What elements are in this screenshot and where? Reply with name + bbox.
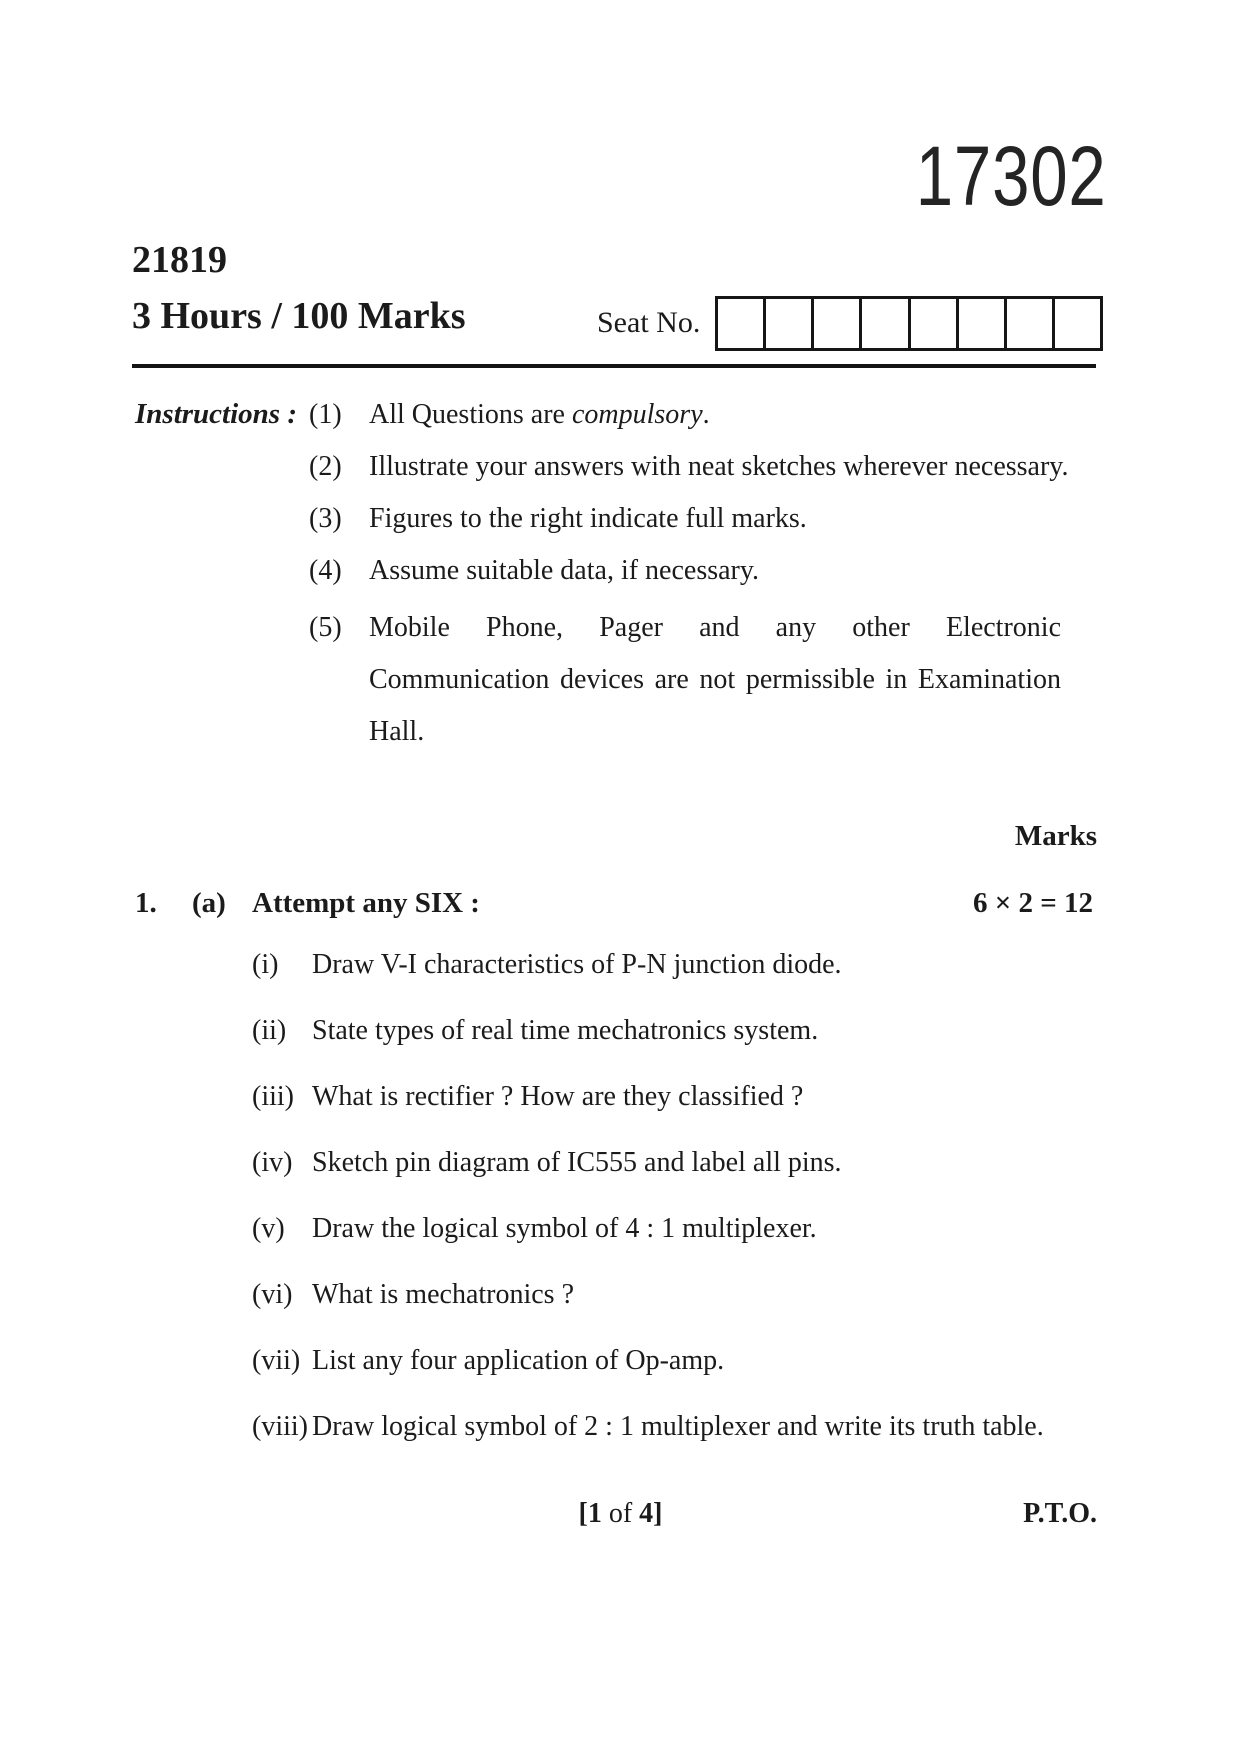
sub-question-text: State types of real time mechatronics system. bbox=[312, 1015, 819, 1046]
exam-code: 21819 bbox=[132, 239, 227, 281]
instruction-item bbox=[309, 602, 1109, 758]
sub-question bbox=[252, 1014, 1122, 1048]
seat-no-cell bbox=[811, 299, 859, 348]
question-title: Attempt any SIX : bbox=[252, 887, 480, 919]
seat-no-cell bbox=[908, 299, 956, 348]
sub-question-text: What is rectifier ? How are they classified ? bbox=[312, 1081, 804, 1112]
sub-question-text: Sketch pin diagram of IC555 and label all pins. bbox=[312, 1147, 842, 1178]
sub-question-number: (iii) bbox=[252, 1081, 294, 1112]
sub-question-number: (viii) bbox=[252, 1411, 308, 1442]
seat-no-cell bbox=[1052, 299, 1100, 348]
instruction-text: Figures to the right indicate full marks. bbox=[369, 503, 807, 534]
sub-question-text: What is mechatronics ? bbox=[312, 1279, 575, 1310]
sub-question-number: (i) bbox=[252, 949, 279, 980]
sub-question-number: (v) bbox=[252, 1213, 285, 1244]
seat-no-cell bbox=[763, 299, 811, 348]
instruction-text: Illustrate your answers with neat sketches wherever necessary. bbox=[369, 451, 1069, 482]
page-number: [1 of 4] bbox=[578, 1498, 663, 1529]
instruction-item bbox=[309, 502, 1109, 536]
instruction-text: Assume suitable data, if necessary. bbox=[369, 555, 760, 586]
seat-no-cell bbox=[718, 299, 763, 348]
sub-question-text: Draw logical symbol of 2 : 1 multiplexer and write its truth table. bbox=[312, 1411, 1044, 1442]
instruction-number: (2) bbox=[309, 451, 342, 482]
instructions-label: Instructions : bbox=[135, 398, 297, 430]
instruction-text: All Questions are compulsory. bbox=[369, 399, 710, 430]
instruction-text: Mobile Phone, Pager and any other Electronic Communication devices are not permissible in Examination Hall. bbox=[369, 612, 1061, 747]
sub-question bbox=[252, 1410, 1122, 1444]
instruction-number: (1) bbox=[309, 399, 342, 430]
question-heading bbox=[0, 886, 1241, 926]
sub-question-text: List any four application of Op-amp. bbox=[312, 1345, 725, 1376]
sub-question-number: (iv) bbox=[252, 1147, 293, 1178]
sub-question-number: (ii) bbox=[252, 1015, 287, 1046]
emphasized-word: compulsory bbox=[571, 399, 703, 430]
instruction-number: (4) bbox=[309, 555, 342, 586]
sub-question bbox=[252, 1146, 1122, 1180]
sub-question-number: (vi) bbox=[252, 1279, 293, 1310]
seat-no-cell bbox=[859, 299, 907, 348]
seat-no-grid bbox=[715, 296, 1103, 351]
sub-question-text: Draw V-I characteristics of P-N junction diode. bbox=[312, 949, 842, 980]
instruction-item bbox=[309, 554, 1109, 588]
instruction-number: (5) bbox=[309, 612, 342, 643]
instruction-item bbox=[309, 450, 1109, 484]
question-part: (a) bbox=[192, 887, 226, 919]
pto-label: P.T.O. bbox=[1023, 1498, 1097, 1529]
sub-question-number: (vii) bbox=[252, 1345, 301, 1376]
sub-question bbox=[252, 948, 1122, 982]
sub-question bbox=[252, 1080, 1122, 1114]
instruction-item bbox=[309, 398, 1109, 432]
seat-no-cell bbox=[956, 299, 1004, 348]
sub-question bbox=[252, 1344, 1122, 1378]
marks-column-header: Marks bbox=[1014, 820, 1097, 852]
seat-no-cell bbox=[1004, 299, 1052, 348]
sub-question bbox=[252, 1212, 1122, 1246]
paper-code: 17302 bbox=[916, 129, 1107, 223]
sub-question-text: Draw the logical symbol of 4 : 1 multiplexer. bbox=[312, 1213, 817, 1244]
instruction-number: (3) bbox=[309, 503, 342, 534]
sub-question bbox=[252, 1278, 1122, 1312]
question-number: 1. bbox=[135, 887, 157, 919]
duration-marks: 3 Hours / 100 Marks bbox=[132, 295, 466, 337]
header-divider bbox=[132, 364, 1096, 368]
seat-no-label: Seat No. bbox=[597, 306, 701, 339]
question-marks: 6 × 2 = 12 bbox=[972, 887, 1093, 919]
